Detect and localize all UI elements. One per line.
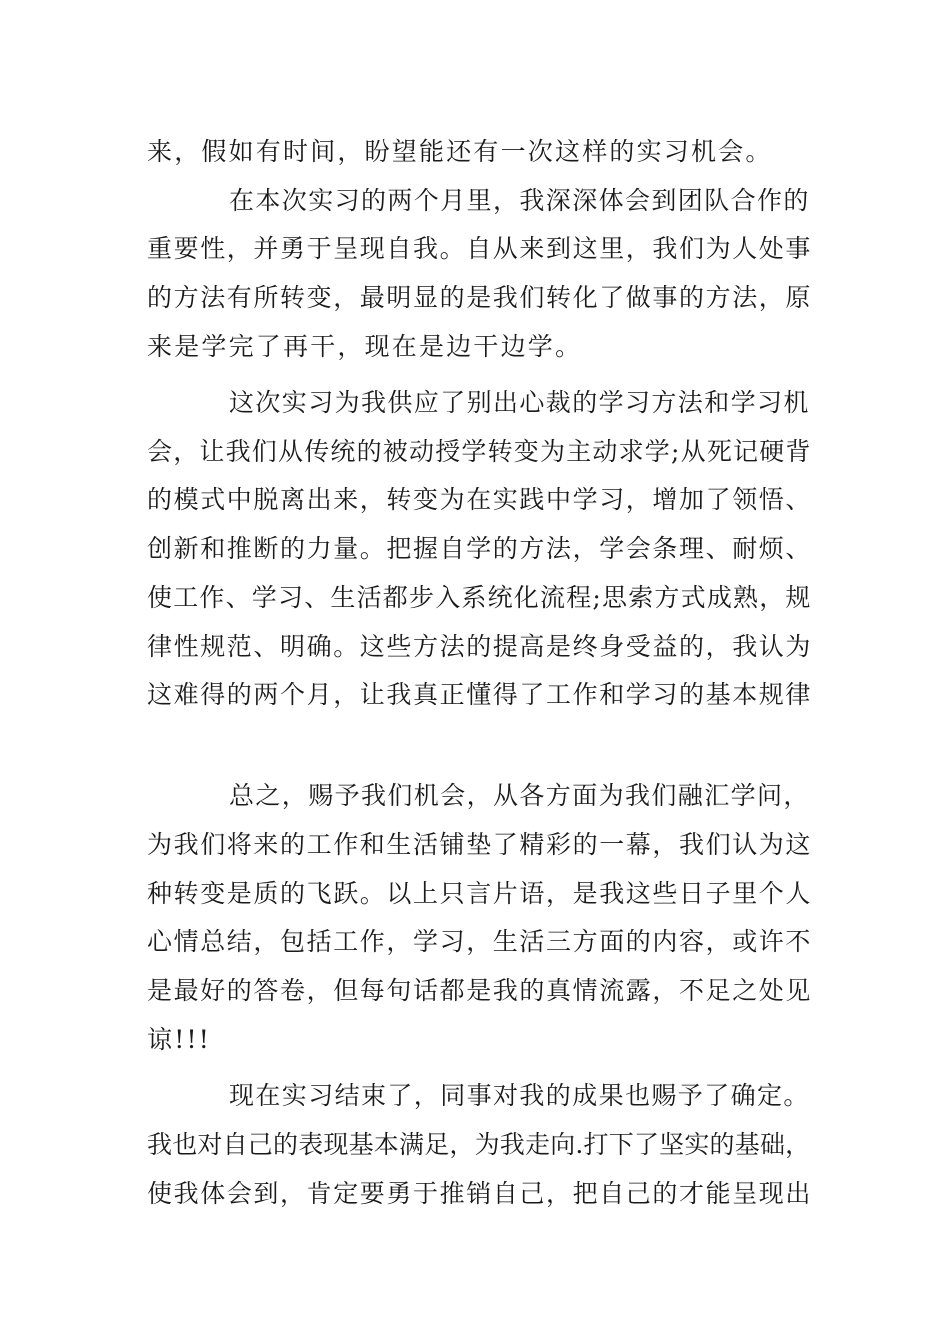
- paragraph-line: 是最好的答卷，但每句话都是我的真情流露，不足之处见: [147, 976, 813, 1005]
- paragraph-line: 使我体会到，肯定要勇于推销自己，把自己的才能呈现出: [147, 1179, 813, 1208]
- paragraph-line: 会，让我们从传统的被动授学转变为主动求学;从死记硬背: [147, 437, 812, 466]
- paragraph-line: 谅!!!: [147, 1025, 211, 1054]
- paragraph-line: 重要性，并勇于呈现自我。自从来到这里，我们为人处事: [147, 234, 813, 263]
- paragraph-line: 律性规范、明确。这些方法的提高是终身受益的，我认为: [147, 632, 813, 661]
- paragraph-line: 创新和推断的力量。把握自学的方法，学会条理、耐烦、: [147, 534, 813, 563]
- paragraph-line: 现在实习结束了，同事对我的成果也赐予了确定。: [229, 1081, 810, 1110]
- paragraph-line: 使工作、学习、生活都步入系统化流程;思索方式成熟，规: [147, 583, 812, 612]
- paragraph-line: 在本次实习的两个月里，我深深体会到团队合作的: [229, 186, 810, 215]
- paragraph-line: 来是学完了再干，现在是边干边学。: [147, 332, 583, 361]
- paragraph-line: 这难得的两个月，让我真正懂得了工作和学习的基本规律: [147, 680, 813, 709]
- paragraph-line: 来，假如有时间，盼望能还有一次这样的实习机会。: [147, 137, 773, 166]
- paragraph-line: 的方法有所转变，最明显的是我们转化了做事的方法，原: [147, 283, 813, 312]
- paragraph-line: 种转变是质的飞跃。以上只言片语，是我这些日子里个人: [147, 879, 813, 908]
- paragraph-line: 为我们将来的工作和生活铺垫了精彩的一幕，我们认为这: [147, 830, 813, 859]
- paragraph-line: 我也对自己的表现基本满足，为我走向.打下了坚实的基础，: [147, 1130, 811, 1159]
- paragraph-line: 总之，赐予我们机会，从各方面为我们融汇学问，: [229, 781, 810, 810]
- paragraph-line: 心情总结，包括工作，学习，生活三方面的内容，或许不: [147, 927, 813, 956]
- paragraph-line: 的模式中脱离出来，转变为在实践中学习，增加了领悟、: [147, 485, 813, 514]
- paragraph-line: 这次实习为我供应了别出心裁的学习方法和学习机: [229, 388, 810, 417]
